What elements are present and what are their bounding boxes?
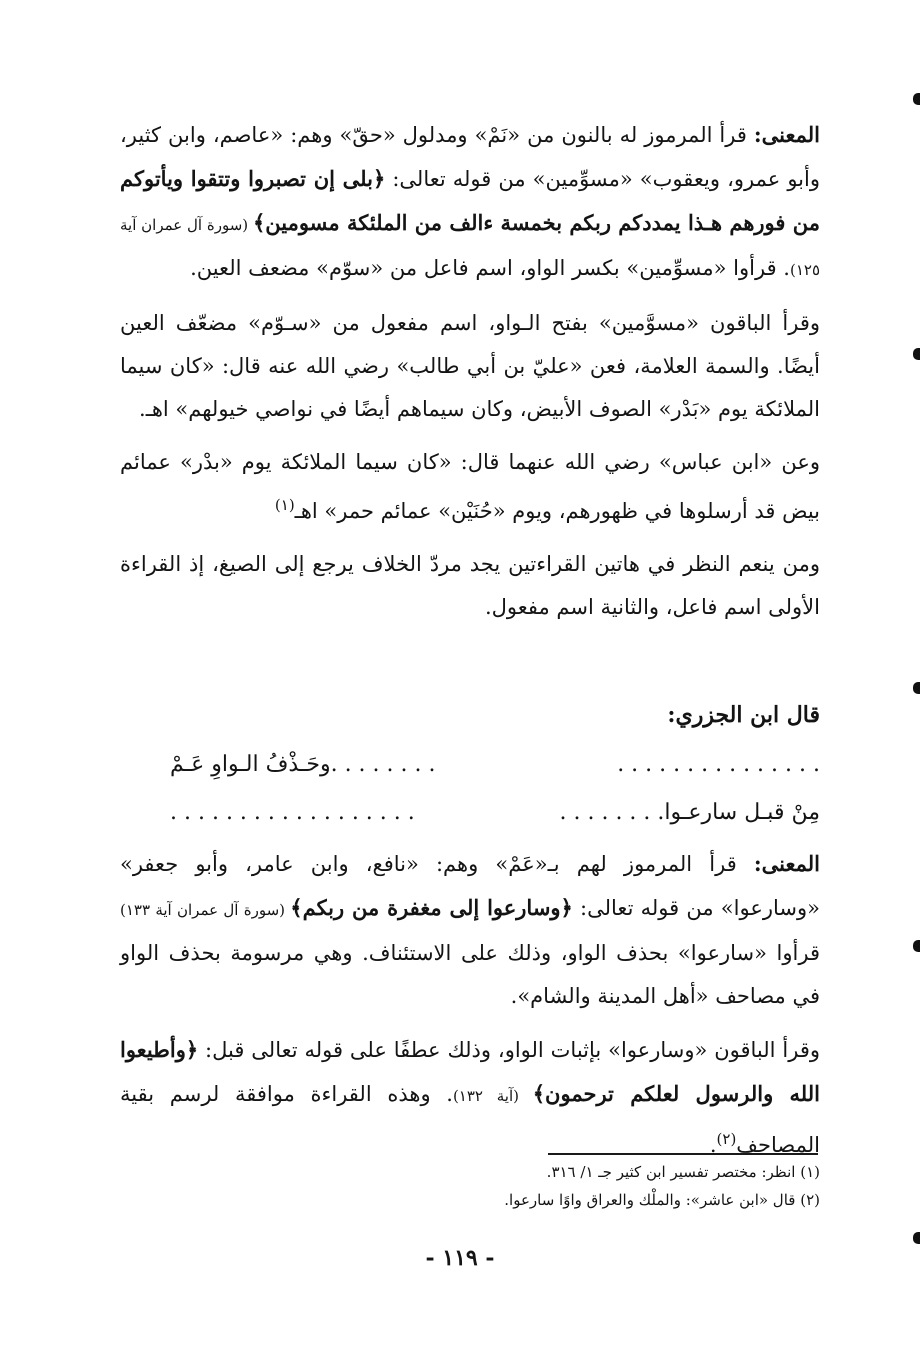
meaning-label: المعنى: <box>753 851 820 876</box>
footnotes <box>120 1158 820 1214</box>
verse-reference: (آية ١٣٢) <box>452 1087 533 1105</box>
poem-line <box>170 752 820 792</box>
text-run: قرأ المرموز له بالنون من «نَمْ» ومدلول «حقّ» وهم: «عاصم، وابن كثير، وأبو عمرو، ويعقوب» «مسوِّمين» من قوله تعالى: <box>120 123 820 191</box>
footnote-ref: (٢) <box>716 1130 737 1148</box>
page-number: - ١١٩ - <box>425 1245 495 1271</box>
meaning-label: المعنى: <box>753 122 820 147</box>
poem-hemistich-right: . . . . . . . . . . . . . . . <box>617 752 820 777</box>
poem-line <box>170 800 820 840</box>
text-run: . وهذه القراءة موافقة لرسم بقية المصاحف <box>120 1082 820 1157</box>
poem-hemistich-left: . . . . . . . . . . . . . . . . . . <box>170 800 415 825</box>
section-heading: قال ابن الجزري: <box>667 702 820 728</box>
text-run: قرأوا «سارعوا» بحذف الواو، وذلك على الاستئناف. وهي مرسومة بحذف الواو في مصاحف «أهل المدينة والشام». <box>120 941 820 1008</box>
footnote-ref: (١) <box>274 496 295 514</box>
binding-mark <box>913 1232 920 1244</box>
text-run: . <box>709 1133 717 1157</box>
commentary-block-1 <box>120 113 820 629</box>
text-run: قرأ المرموز لهم بـ«عَمْ» وهم: «نافع، وابن عامر، وأبو جعفر» «وسارعوا» من قوله تعالى: <box>120 852 820 920</box>
text-run: . قرأوا «مسوِّمين» بكسر الواو، اسم فاعل من «سوّم» مضعف العين. <box>190 256 790 280</box>
verse-reference: (سورة آل عمران آية ١٢٥) <box>120 216 820 279</box>
quran-verse: ﴿وسارعوا إلى مغفرة من ربكم﴾ <box>290 895 573 920</box>
text-run: وقرأ الباقون «وسارعوا» بإثبات الواو، وذلك عطفًا على قوله تعالى قبل: <box>198 1038 820 1062</box>
commentary-block-2 <box>120 842 820 1167</box>
paragraph <box>120 842 820 1018</box>
binding-mark <box>913 348 920 360</box>
footnote-item: (١) انظر: مختصر تفسير ابن كثير جـ ١/ ٣١٦. <box>546 1163 820 1181</box>
paragraph <box>120 113 820 292</box>
quran-verse: ﴿بلى إن تصبروا وتتقوا ويأتوكم من فورهم هـذا يمددكم ربكم بخمسة ءالف من الملئكة مسومين﴾ <box>120 166 820 235</box>
paragraph: ومن ينعم النظر في هاتين القراءتين يجد مردّ الخلاف يرجع إلى الصيغ، إذ القراءة الأولى اسم فاعل، والثانية اسم مفعول. <box>120 552 820 619</box>
paragraph <box>120 1028 820 1167</box>
paragraph: وقرأ الباقون «مسوَّمين» بفتح الـواو، اسم مفعول من «سـوّم» مضعّف العين أيضًا. والسمة العلامة، فعن «عليّ بن أبي طالب» رضي الله عنه قال: «كان سيما الملائكة يوم «بَدْر» الصوف الأبيض، وكان سيماهم أيضًا في نواصي خيولهم» اهـ. <box>120 311 820 421</box>
paragraph <box>120 441 820 533</box>
text-run: وعن «ابن عباس» رضي الله عنهما قال: «كان سيما الملائكة يوم «بدْر» عمائم بيض قد أرسلوها في ظهورهم، ويوم «حُنَيْن» عمائم حمر» اهـ <box>120 450 820 523</box>
binding-mark <box>913 940 920 952</box>
binding-mark <box>913 682 920 694</box>
footnote-item: (٢) قال «ابن عاشر»: والملْك والعراق واوًا سارعوا. <box>504 1191 820 1209</box>
poem-hemistich-right: مِنْ قبـل سارعـوا. . . . . . . . <box>559 800 820 825</box>
quran-verse: ﴿وأطيعوا الله والرسول لعلكم ترحمون﴾ <box>120 1037 820 1106</box>
footnote-divider <box>548 1153 818 1155</box>
poem-hemistich-left: . . . . . . . .وحَـذْفُ الـواوِ عَـمْ <box>170 752 436 777</box>
verse-reference: (سورة آل عمران آية ١٣٣) <box>120 901 291 919</box>
binding-mark <box>913 93 920 105</box>
